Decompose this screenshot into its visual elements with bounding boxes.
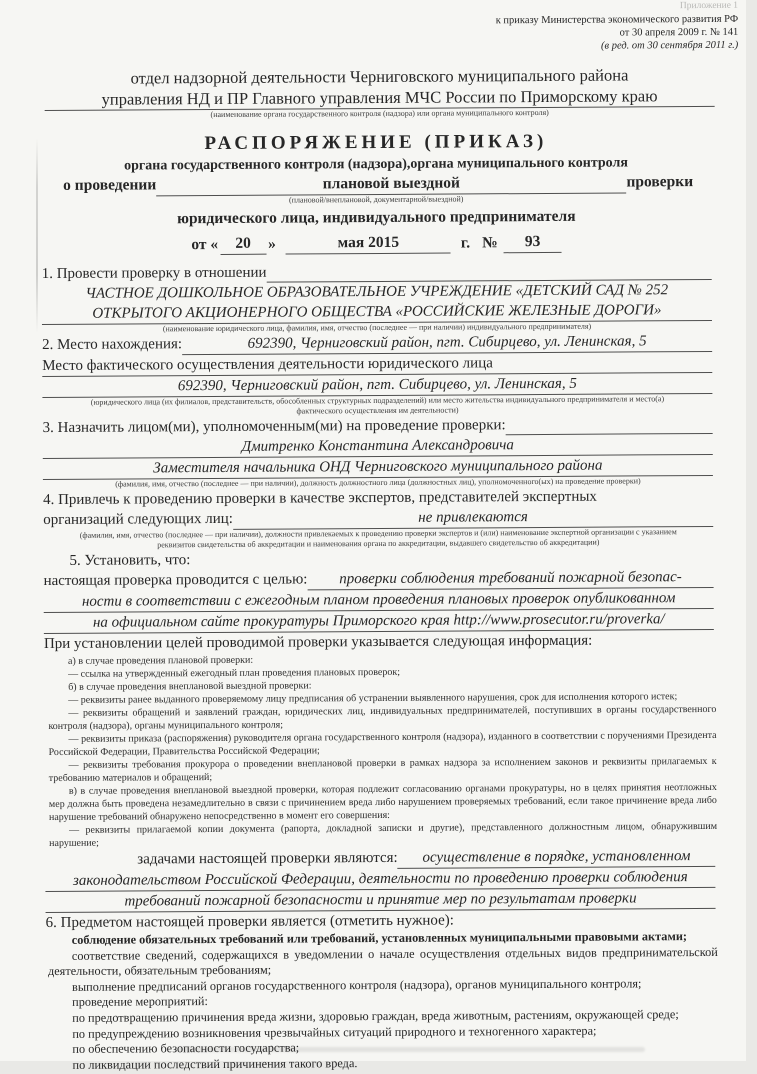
doc-number-value: 93 xyxy=(504,231,562,253)
info-item: а) в случае проведения плановой проверки: xyxy=(68,654,254,667)
section-3-label: 3. Назначить лицом(ми), уполномоченным(ми) на проведение проверки: xyxy=(42,417,506,437)
section-1-label: 1. Провести проверку в отношении xyxy=(41,264,267,283)
section-3-inspector-name: Дмитренко Константина Александровича xyxy=(43,434,713,459)
section-5-info-intro: При установлении целей проводимой проверки указывается следующая информация: xyxy=(43,632,593,653)
doc-title: РАСПОРЯЖЕНИЕ (ПРИКАЗ) xyxy=(204,130,548,155)
section-5-tasks xyxy=(45,846,715,913)
section-2-value-1: 692390, Черниговский район, пгт. Сибирцево, ул. Ленинская, 5 xyxy=(182,331,712,355)
section-4-caption: (фамилия, имя, отчество (последнее — при наличии), должности привлекаемых к проведению проверки экспертов и (или) наименование экспертной организации с указанием реквизитов свидетельства об аккредитации и наименования органа по аккредитации, выдавшего свидетельство об аккредитации) xyxy=(79,527,677,550)
section-4-label-line-2: организаций следующих лиц: xyxy=(43,510,233,529)
org-name-line-2: управления НД и ПР Главного управления МЧС России по Приморскому краю xyxy=(45,85,715,111)
section-1-value-line-1: ЧАСТНОЕ ДОШКОЛЬНОЕ ОБРАЗОВАТЕЛЬНОЕ УЧРЕЖДЕНИЕ «ДЕТСКИЙ САД № 252 xyxy=(85,282,669,302)
appendix-line-1: к приказу Министерства экономического развития РФ xyxy=(495,13,739,27)
section-1 xyxy=(42,260,712,335)
info-item: — реквизиты требования прокурора о проведении внеплановой проверки в рамках надзора за исполнением законов и реквизиты прилагаемых к требованию материалов и обращений; xyxy=(48,755,717,785)
appendix-line-2: от 30 апреля 2009 г. № 141 xyxy=(619,26,739,39)
subject-item: выполнение предписаний органов государственного контроля (надзора), органов муниципального контроля; xyxy=(71,976,642,994)
date-day-value: 20 xyxy=(220,233,266,255)
org-name-line-1: отдел надзорной деятельности Черниговского муниципального района xyxy=(130,65,629,88)
check-type-suffix: проверки xyxy=(626,173,694,191)
section-3-label-row xyxy=(43,414,713,438)
info-item: — реквизиты приказа (распоряжения) руководителя органа государственного контроля (надзора), изданного в соответствии с поручениями Президента Российской Федерации, Правительства Российской Федерации; xyxy=(48,729,717,759)
section-6-items xyxy=(48,929,719,1073)
subject-item: по предупреждению возникновения чрезвычайных ситуаций природного и техногенного характера; xyxy=(72,1023,597,1041)
org-caption: (наименование органа государственного контроля (надзора) или органа муниципального контроля) xyxy=(210,107,549,120)
section-5-tasks-line-1: осуществление в порядке, установленном xyxy=(398,846,716,869)
check-type-prefix: о проведении xyxy=(63,176,157,194)
section-1-caption: (наименование юридического лица, фамилия, имя, отчество (последнее — при наличии) индивидуального предпринимателя) xyxy=(162,321,592,334)
subject-item: соответствие сведений, содержащихся в уведомлении о начале осуществления отдельных видов предпринимательской деятельности, обязательным требованиям; xyxy=(47,944,718,979)
section-2 xyxy=(42,331,712,418)
section-2-label-2: Место фактического осуществления деятельности юридического лица xyxy=(42,352,712,377)
subject-item: по обеспечению безопасности государства; xyxy=(72,1040,300,1057)
subject-item: соблюдение обязательных требований или требований, установленных муниципальными правовыми актами; xyxy=(71,929,688,947)
section-5-purpose-line-2: ности в соответствии с ежегодным планом проведения плановых проверок опубликованном xyxy=(44,588,714,613)
section-3-blank-line xyxy=(506,414,713,435)
section-5-purpose-line-3: на официальном сайте прокуратуры Приморского края http://www.prosecutor.ru/proverka/ xyxy=(44,609,714,634)
date-month-value: мая 2015 xyxy=(286,232,451,255)
doc-subtitle-2: юридического лица, индивидуального предпринимателя xyxy=(177,207,576,228)
appendix-line-3: (в ред. от 30 сентября 2011 г.) xyxy=(600,39,739,52)
subject-item: проведение мероприятий: xyxy=(72,994,208,1010)
info-item: б) в случае проведения внеплановой выездной проверки: xyxy=(68,680,312,693)
section-3 xyxy=(43,414,713,490)
check-type-value: плановой выездной xyxy=(156,172,626,196)
section-3-inspector-title: Заместителя начальника ОНД Черниговского муниципального района xyxy=(43,455,713,480)
section-3-caption: (фамилия, имя, отчество (последнее — при наличии), должность должностного лица (должностных лиц), уполномоченного(ых) на проведение проверки) xyxy=(115,476,641,489)
section-2-label: 2. Место нахождения: xyxy=(42,336,183,354)
info-item: — ссылка на утвержденный ежегодный план проведения плановых проверок; xyxy=(68,666,401,680)
section-2-location-row xyxy=(42,331,712,356)
appendix-line-0: Приложение 1 xyxy=(679,0,739,12)
check-type-caption: (плановой/внеплановой, документарной/выездной) xyxy=(288,194,464,205)
date-number-row xyxy=(1,230,751,257)
section-5-tasks-label: задачами настоящей проверки являются: xyxy=(137,849,398,868)
section-5-tasks-line-3: требований пожарной безопасности и принятие мер по результатам проверки xyxy=(45,888,715,913)
section-2-caption: (юридического лица (их филиалов, представительств, обособленных структурных подразделений) или место жительства индивидуального предпринимателя и место(а) фактического осуществления им деятельности) xyxy=(90,394,665,416)
info-item: — реквизиты ранее выданного проверяемому лицу предписания об устранении выявленного нарушения, срок для исполнения которого истек; xyxy=(68,691,678,706)
subject-item: по предотвращению причинения вреда жизни, здоровью граждан, вреда животным, растениям, окружающей среде; xyxy=(72,1007,679,1025)
check-type-row xyxy=(63,172,693,197)
section-6-heading: 6. Предметом настоящей проверки является (отметить нужное): xyxy=(45,912,454,932)
number-sign: № xyxy=(481,234,498,252)
section-4 xyxy=(43,486,713,551)
info-item: — реквизиты обращений и заявлений граждан, юридических лиц, индивидуальных предпринимателей, поступивших в органы государственного контроля (надзора), органы муниципального контроля; xyxy=(48,703,717,733)
section-1-blank-line xyxy=(266,260,711,283)
section-5-purpose-label: настоящая проверка проводится с целью: xyxy=(43,571,308,590)
appendix-block xyxy=(0,0,750,56)
subject-item: по ликвидации последствий причинения такого вреда. xyxy=(72,1055,358,1072)
info-item: — реквизиты прилагаемой копии документа (рапорта, докладной записки и другие), представленного должностным лицом, обнаружившим нарушение; xyxy=(49,820,718,850)
date-from-label: от « xyxy=(191,235,219,254)
date-quote-close: » xyxy=(268,235,276,253)
section-5-purpose-line-1: проверки соблюдения требований пожарной безопас- xyxy=(307,567,713,590)
section-5-info-list xyxy=(48,651,717,850)
section-2-value-2: 692390, Черниговский район, пгт. Сибирцево, ул. Ленинская, 5 xyxy=(42,373,712,398)
date-year-suffix: г. xyxy=(460,234,471,252)
section-5 xyxy=(43,547,714,654)
section-4-value: не привлекаются xyxy=(233,506,713,530)
doc-subtitle-1: органа государственного контроля (надзора),органа муниципального контроля xyxy=(124,155,628,174)
org-name-block xyxy=(44,64,714,121)
section-4-label-line-1: 4. Привлечь к проведению проверки в качестве экспертов, представителей экспертных xyxy=(42,488,597,509)
section-5-heading: 5. Установить, что: xyxy=(69,552,191,569)
info-item: в) в случае проведения внеплановой выездной проверки, которая подлежит согласованию органами прокуратуры, но в целях принятия неотложных мер должна быть проведена незамедлительно в связи с причинением вреда либо нарушением проверяемых требований, если такое причинение вреда либо нарушение требований обнаружено непосредственно в момент его совершения: xyxy=(48,781,717,824)
section-5-tasks-line-2: законодательством Российской Федерации, деятельности по проведению проверки соблюдения xyxy=(45,867,715,892)
section-1-value-line-2: ОТКРЫТОГО АКЦИОНЕРНОГО ОБЩЕСТВА «РОССИЙСКИЕ ЖЕЛЕЗНЫЕ ДОРОГИ» xyxy=(42,300,712,325)
